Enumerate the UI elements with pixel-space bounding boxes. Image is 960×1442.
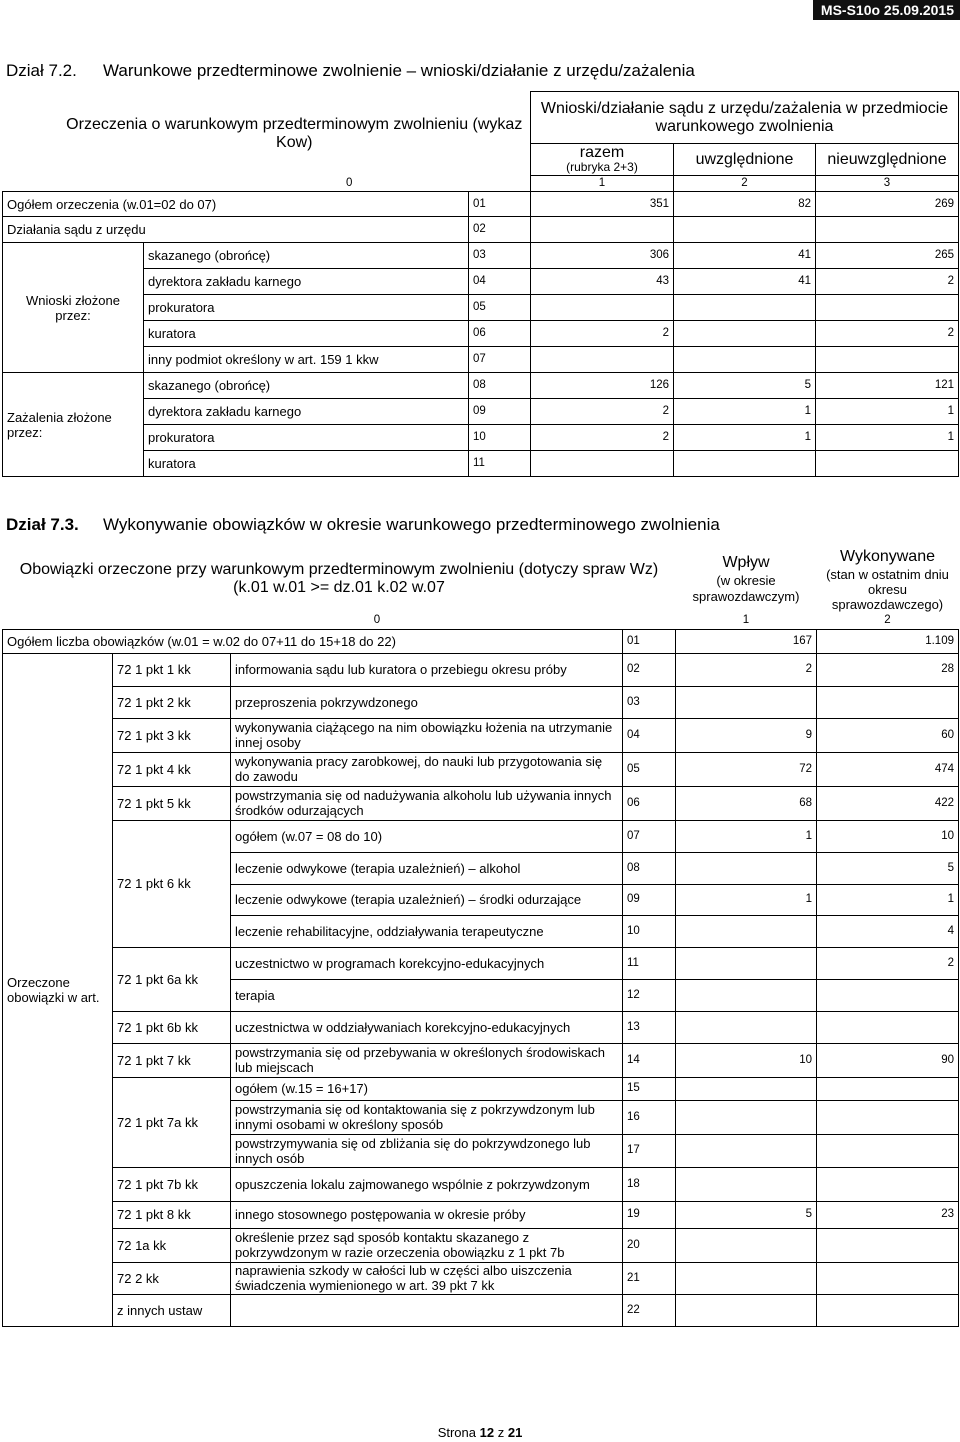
cell-razem (531, 347, 674, 373)
cell-wykonywane: 23 (817, 1201, 959, 1228)
footer-total: 21 (507, 1425, 523, 1440)
art-label: 72 1 pkt 7b kk (113, 1167, 231, 1201)
table-row (3, 451, 959, 477)
colnum-2: 2 (674, 176, 816, 192)
wnioski-group-label: Wnioski złożone przez: (3, 243, 144, 373)
cell-nieuwzglednione: 265 (816, 243, 959, 269)
cell-nieuwzglednione (816, 217, 959, 243)
cell-wplyw: 68 (676, 786, 817, 820)
cell-razem: 306 (531, 243, 674, 269)
table-row (3, 269, 959, 295)
cell-uwzglednione (674, 451, 816, 477)
cell-uwzglednione (674, 217, 816, 243)
row-desc: ogółem (w.15 = 16+17) (231, 1077, 623, 1100)
cell-uwzglednione: 1 (674, 425, 816, 451)
table-row (3, 1262, 959, 1294)
row-number: 08 (623, 852, 676, 884)
cell-wplyw (676, 1011, 817, 1043)
cell-wplyw (676, 1077, 817, 1100)
cell-uwzglednione (674, 347, 816, 373)
header-uwzglednione: uwzględnione (674, 144, 816, 176)
art-label: 72 1a kk (113, 1228, 231, 1262)
art-label: 72 1 pkt 6 kk (113, 820, 231, 947)
table-row (3, 1201, 959, 1228)
cell-wplyw (676, 1100, 817, 1134)
cell-nieuwzglednione: 1 (816, 399, 959, 425)
cell-wykonywane (817, 1134, 959, 1167)
cell-razem: 351 (531, 192, 674, 217)
footer-page: 12 (479, 1425, 495, 1440)
table-row (3, 1011, 959, 1043)
row-label: prokuratora (144, 295, 469, 321)
header-wykonywane-label: Wykonywane (839, 547, 935, 565)
row-desc: innego stosownego postępowania w okresie próby (231, 1201, 623, 1228)
row-number: 01 (469, 192, 531, 217)
cell-wykonywane (817, 1294, 959, 1326)
cell-wplyw: 72 (676, 752, 817, 786)
cell-wplyw: 10 (676, 1043, 817, 1077)
cell-wplyw (676, 947, 817, 979)
colnum-0: 0 (346, 176, 353, 189)
row-desc: przeproszenia pokrzywdzonego (231, 686, 623, 718)
cell-wplyw (676, 852, 817, 884)
cell-nieuwzglednione: 2 (816, 321, 959, 347)
footer-mid: z (497, 1425, 505, 1440)
table-row (3, 686, 959, 718)
cell-uwzglednione: 5 (674, 373, 816, 399)
table-row (3, 295, 959, 321)
header-wykonywane-sub: (stan w ostatnim dniu okresu sprawozdawczego) (826, 566, 949, 612)
row-number: 09 (623, 884, 676, 915)
row-number: 05 (623, 752, 676, 786)
table-row (3, 192, 959, 217)
row-label: kuratora (144, 451, 469, 477)
table-row (3, 373, 959, 399)
row-number: 16 (623, 1100, 676, 1134)
art-label: 72 1 pkt 7a kk (113, 1077, 231, 1167)
table-row (3, 947, 959, 979)
table-7-2 (2, 91, 959, 477)
colnum-0: 0 (373, 614, 381, 627)
header-wykonywane (817, 545, 959, 613)
cell-wykonywane: 474 (817, 752, 959, 786)
row-number: 21 (623, 1262, 676, 1294)
section-7-3-title: Wykonywanie obowiązków w okresie warunkowego przedterminowego zwolnienia (103, 515, 720, 534)
row-number: 05 (469, 295, 531, 321)
cell-wykonywane (817, 1011, 959, 1043)
row-number: 03 (469, 243, 531, 269)
cell-uwzglednione: 1 (674, 399, 816, 425)
art-label: 72 1 pkt 4 kk (113, 752, 231, 786)
art-label: 72 1 pkt 6a kk (113, 947, 231, 1011)
cell-nieuwzglednione: 121 (816, 373, 959, 399)
table-row (3, 1294, 959, 1326)
footer-prefix: Strona (437, 1425, 476, 1440)
header-obowiazki: Obowiązki orzeczone przy warunkowym przedterminowym zwolnieniu (dotyczy spraw Wz) (k.01 w.01 >= dz.01 k.02 w.07 (19, 561, 659, 596)
art-label: 72 1 pkt 1 kk (113, 653, 231, 686)
cell-wykonywane (817, 686, 959, 718)
cell-wykonywane: 60 (817, 718, 959, 752)
row-number: 08 (469, 373, 531, 399)
row-desc: leczenie odwykowe (terapia uzależnień) – środki odurzające (231, 884, 623, 915)
colnum-3: 3 (816, 176, 959, 192)
table-row (3, 243, 959, 269)
row-number: 09 (469, 399, 531, 425)
cell-wplyw: 167 (676, 629, 817, 653)
header-wplyw-sub: (w okresie sprawozdawczym) (692, 573, 800, 604)
cell-uwzglednione: 82 (674, 192, 816, 217)
table-row (3, 629, 959, 653)
header-razem-label: razem (579, 143, 625, 161)
cell-razem: 126 (531, 373, 674, 399)
row-desc: powstrzymywania się od zbliżania się do pokrzywdzonego lub innych osób (231, 1134, 623, 1167)
row-number: 06 (623, 786, 676, 820)
row-number: 02 (623, 653, 676, 686)
row-number: 01 (623, 629, 676, 653)
cell-wplyw (676, 1228, 817, 1262)
table-row (3, 217, 959, 243)
art-label: 72 1 pkt 5 kk (113, 786, 231, 820)
cell-nieuwzglednione (816, 451, 959, 477)
cell-wykonywane (817, 1262, 959, 1294)
row-desc: powstrzymania się od przebywania w określonych środowiskach lub miejscach (231, 1043, 623, 1077)
cell-wykonywane (817, 1100, 959, 1134)
row-number: 15 (623, 1077, 676, 1100)
cell-nieuwzglednione (816, 347, 959, 373)
row-number: 11 (469, 451, 531, 477)
row-desc: leczenie odwykowe (terapia uzależnień) – alkohol (231, 852, 623, 884)
row-desc: opuszczenia lokalu zajmowanego wspólnie z pokrzywdzonym (231, 1167, 623, 1201)
row-number: 07 (623, 820, 676, 852)
table-row (3, 1077, 959, 1100)
art-label: 72 1 pkt 2 kk (113, 686, 231, 718)
urzad-label: Działania sądu z urzędu (3, 217, 469, 243)
cell-razem (531, 217, 674, 243)
cell-wplyw (676, 915, 817, 947)
row-number: 17 (623, 1134, 676, 1167)
section-7-3-number: Dział 7.3. (6, 515, 79, 534)
row-label: skazanego (obrońcę) (144, 243, 469, 269)
row-label: prokuratora (144, 425, 469, 451)
header-orzeczenia: Orzeczenia o warunkowym przedterminowym zwolnieniu (wykaz Kow) (66, 115, 523, 151)
cell-wplyw (676, 979, 817, 1011)
cell-razem: 2 (531, 399, 674, 425)
cell-razem: 2 (531, 425, 674, 451)
cell-wplyw (676, 1134, 817, 1167)
cell-uwzglednione: 41 (674, 243, 816, 269)
row-number: 18 (623, 1167, 676, 1201)
header-razem (531, 144, 674, 176)
cell-nieuwzglednione (816, 295, 959, 321)
row-number: 10 (623, 915, 676, 947)
colnum-1: 1 (742, 614, 750, 627)
row-number: 11 (623, 947, 676, 979)
row-desc: informowania sądu lub kuratora o przebiegu okresu próby (231, 653, 623, 686)
row-label: kuratora (144, 321, 469, 347)
cell-wplyw (676, 686, 817, 718)
cell-wykonywane: 2 (817, 947, 959, 979)
art-label: 72 2 kk (113, 1262, 231, 1294)
cell-wykonywane: 10 (817, 820, 959, 852)
row-desc: powstrzymania się od kontaktowania się z pokrzywdzonym lub innymi osobami w określony sposób (231, 1100, 623, 1134)
table-7-3 (2, 545, 959, 1327)
table-row (3, 347, 959, 373)
row-label: dyrektora zakładu karnego (144, 399, 469, 425)
row-desc: ogółem (w.07 = 08 do 10) (231, 820, 623, 852)
colnum-2: 2 (884, 614, 891, 627)
row-desc: powstrzymania się od nadużywania alkoholu lub używania innych środków odurzających (231, 786, 623, 820)
total-label: Ogółem liczba obowiązków (w.01 = w.02 do 07+11 do 15+18 do 22) (3, 629, 623, 653)
row-number: 10 (469, 425, 531, 451)
row-desc: leczenie rehabilitacyjne, oddziaływania terapeutyczne (231, 915, 623, 947)
colnum-1: 1 (531, 176, 674, 192)
cell-nieuwzglednione: 269 (816, 192, 959, 217)
cell-wplyw (676, 1167, 817, 1201)
cell-uwzglednione (674, 321, 816, 347)
cell-wykonywane (817, 979, 959, 1011)
cell-razem: 2 (531, 321, 674, 347)
cell-wykonywane: 5 (817, 852, 959, 884)
cell-wplyw: 5 (676, 1201, 817, 1228)
row-desc: uczestnictwa w oddziaływaniach korekcyjno-edukacyjnych (231, 1011, 623, 1043)
table-row (3, 321, 959, 347)
header-wplyw-label: Wpływ (722, 554, 770, 571)
row-desc: naprawienia szkody w całości lub w części albo uiszczenia świadczenia wymienionego w art. 39 pkt 7 kk (231, 1262, 623, 1294)
art-label: 72 1 pkt 3 kk (113, 718, 231, 752)
header-razem-sub: (rubryka 2+3) (566, 159, 638, 174)
section-7-2-title: Warunkowe przedterminowe zwolnienie – wnioski/działanie z urzędu/zażalenia (103, 61, 695, 80)
cell-wplyw (676, 1262, 817, 1294)
table-row (3, 752, 959, 786)
row-number: 12 (623, 979, 676, 1011)
row-desc: terapia (231, 979, 623, 1011)
zazalenia-group-label: Zażalenia złożone przez: (3, 373, 144, 477)
row-number: 07 (469, 347, 531, 373)
row-label: dyrektora zakładu karnego (144, 269, 469, 295)
cell-uwzglednione (674, 295, 816, 321)
art-label: 72 1 pkt 8 kk (113, 1201, 231, 1228)
cell-wykonywane: 422 (817, 786, 959, 820)
table-row (3, 425, 959, 451)
row-desc (231, 1294, 623, 1326)
table-row (3, 718, 959, 752)
row-number: 04 (623, 718, 676, 752)
row-number: 02 (469, 217, 531, 243)
row-number: 14 (623, 1043, 676, 1077)
cell-wykonywane (817, 1228, 959, 1262)
table-row (3, 1228, 959, 1262)
cell-wplyw (676, 1294, 817, 1326)
table-row (3, 820, 959, 852)
table-row (3, 1167, 959, 1201)
cell-wykonywane (817, 1077, 959, 1100)
row-desc: uczestnictwo w programach korekcyjno-edukacyjnych (231, 947, 623, 979)
side-label: Orzeczone obowiązki w art. (3, 653, 113, 1326)
cell-uwzglednione: 41 (674, 269, 816, 295)
header-nieuwzglednione: nieuwzględnione (816, 144, 959, 176)
art-label: 72 1 pkt 6b kk (113, 1011, 231, 1043)
cell-wykonywane: 90 (817, 1043, 959, 1077)
row-desc: określenie przez sąd sposób kontaktu skazanego z pokrzywdzonym w razie orzeczenia obowiązku z 1 pkt 7b (231, 1228, 623, 1262)
table-row (3, 399, 959, 425)
row-number: 13 (623, 1011, 676, 1043)
table-row (3, 1043, 959, 1077)
cell-wplyw: 1 (676, 884, 817, 915)
row-number: 06 (469, 321, 531, 347)
cell-wykonywane (817, 1167, 959, 1201)
cell-razem (531, 451, 674, 477)
row-label: inny podmiot określony w art. 159 1 kkw (144, 347, 469, 373)
header-wplyw (676, 545, 817, 613)
header-wnioski: Wnioski/działanie sądu z urzędu/zażalenia w przedmiocie warunkowego zwolnienia (531, 92, 959, 144)
form-code-badge: MS-S10o 25.09.2015 (813, 0, 960, 20)
art-label: 72 1 pkt 7 kk (113, 1043, 231, 1077)
row-number: 20 (623, 1228, 676, 1262)
cell-wplyw: 9 (676, 718, 817, 752)
cell-razem: 43 (531, 269, 674, 295)
page-footer (0, 1425, 960, 1440)
cell-wykonywane: 28 (817, 653, 959, 686)
art-label: z innych ustaw (113, 1294, 231, 1326)
row-desc: wykonywania ciążącego na nim obowiązku łożenia na utrzymanie innej osoby (231, 718, 623, 752)
row-number: 22 (623, 1294, 676, 1326)
table-row (3, 653, 959, 686)
row-desc: wykonywania pracy zarobkowej, do nauki lub przygotowania się do zawodu (231, 752, 623, 786)
cell-wplyw: 2 (676, 653, 817, 686)
total-label: Ogółem orzeczenia (w.01=02 do 07) (3, 192, 469, 217)
cell-wykonywane: 1 (817, 884, 959, 915)
cell-wykonywane: 4 (817, 915, 959, 947)
row-number: 04 (469, 269, 531, 295)
cell-wplyw: 1 (676, 820, 817, 852)
row-label: skazanego (obrońcę) (144, 373, 469, 399)
table-row (3, 786, 959, 820)
row-number: 19 (623, 1201, 676, 1228)
cell-nieuwzglednione: 1 (816, 425, 959, 451)
row-number: 03 (623, 686, 676, 718)
cell-razem (531, 295, 674, 321)
cell-nieuwzglednione: 2 (816, 269, 959, 295)
cell-wykonywane: 1.109 (817, 629, 959, 653)
section-7-2-number: Dział 7.2. (6, 61, 77, 80)
